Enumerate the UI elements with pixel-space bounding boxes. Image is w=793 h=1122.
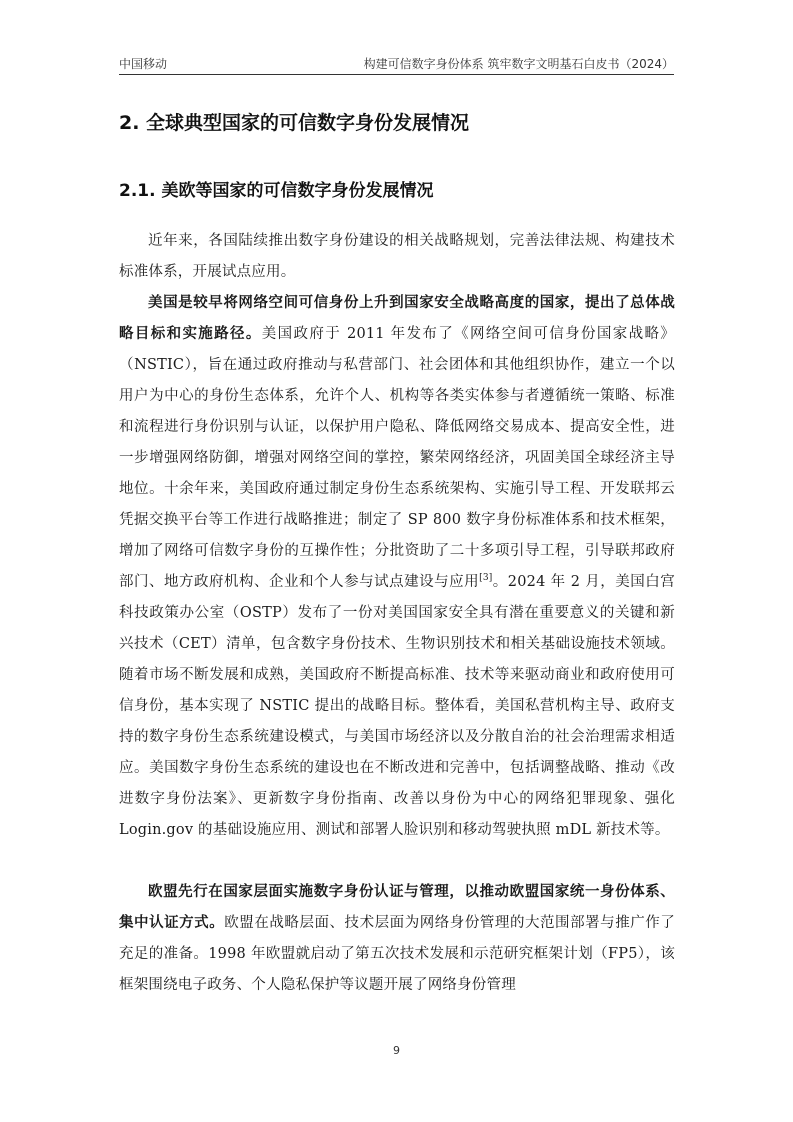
page-number: 9 <box>393 1044 400 1057</box>
usa-body-text-b: 。2024 年 2 月，美国白宫科技政策办公室（OSTP）发布了一份对美国国家安全具有潜在重要意义的关键和新兴技术（CET）清单，包含数字身份技术、生物识别技术和相关基础设施技术领域。随着市场不断发展和成熟，美国政府不断提高标准、技术等来驱动商业和政府使用可信身份，基本实现了 NSTIC 提出的战略目标。整体看，美国私营机构主导、政府支持的数字身份生态系统建设模式，与美国市场经济以及分散自治的社会治理需求相适应。美国数字身份生态系统的建设也在不断改进和完善中，包括调整战略、推动《改进数字身份法案》、更新数字身份指南、改善以身份为中心的网络犯罪现象、强化 Login.gov 的基础设施应用、测试和部署人脸识别和移动驾驶执照 mDL 新技术等。 <box>119 574 675 838</box>
header-organization: 中国移动 <box>119 57 168 71</box>
section-heading: 2. 全球典型国家的可信数字身份发展情况 <box>119 112 470 134</box>
paragraph-intro <box>119 226 675 288</box>
paragraph-usa <box>119 288 675 846</box>
eu-body-text: 欧盟在战略层面、技术层面为网络身份管理的大范围部署与推广作了充足的准备。1998 年欧盟就启动了第五次技术发展和示范研究框架计划（FP5），该框架围绕电子政务、个人隐私保护等议题开展了网络身份管理 <box>119 915 676 993</box>
subsection-heading: 2.1. 美欧等国家的可信数字身份发展情况 <box>119 181 434 201</box>
usa-body-text-a: 美国政府于 2011 年发布了《网络空间可信身份国家战略》（NSTIC），旨在通过政府推动与私营部门、社会团体和其他组织协作，建立一个以用户为中心的身份生态体系，允许个人、机构等各类实体参与者遵循统一策略、标准和流程进行身份识别与认证，以保护用户隐私、降低网络交易成本、提高安全性，进一步增强网络防御，增强对网络空间的掌控，繁荣网络经济，巩固美国全球经济主导地位。十余年来，美国政府通过制定身份生态系统架构、实施引导工程、开发联邦云凭据交换平台等工作进行战略推进；制定了 SP 800 数字身份标准体系和技术框架，增加了网络可信数字身份的互操作性；分批资助了二十多项引导工程，引导联邦政府部门、地方政府机构、企业和个人参与试点建设与应用 <box>119 326 675 590</box>
eu-lead-sentence: 欧盟先行在国家层面实施数字身份认证与管理，以推动欧盟国家统一身份体系、集中认证方式。 <box>119 884 675 931</box>
citation-ref[interactable]: [3] <box>479 573 493 584</box>
usa-lead-sentence: 美国是较早将网络空间可信身份上升到国家安全战略高度的国家，提出了总体战略目标和实施路径。 <box>119 295 675 342</box>
paragraph-eu <box>119 877 675 1001</box>
page-header <box>119 52 674 75</box>
header-document-title: 构建可信数字身份体系 筑牢数字文明基石白皮书（2024） <box>363 57 674 71</box>
intro-text: 近年来，各国陆续推出数字身份建设的相关战略规划，完善法律法规、构建技术标准体系，开展试点应用。 <box>119 233 675 280</box>
